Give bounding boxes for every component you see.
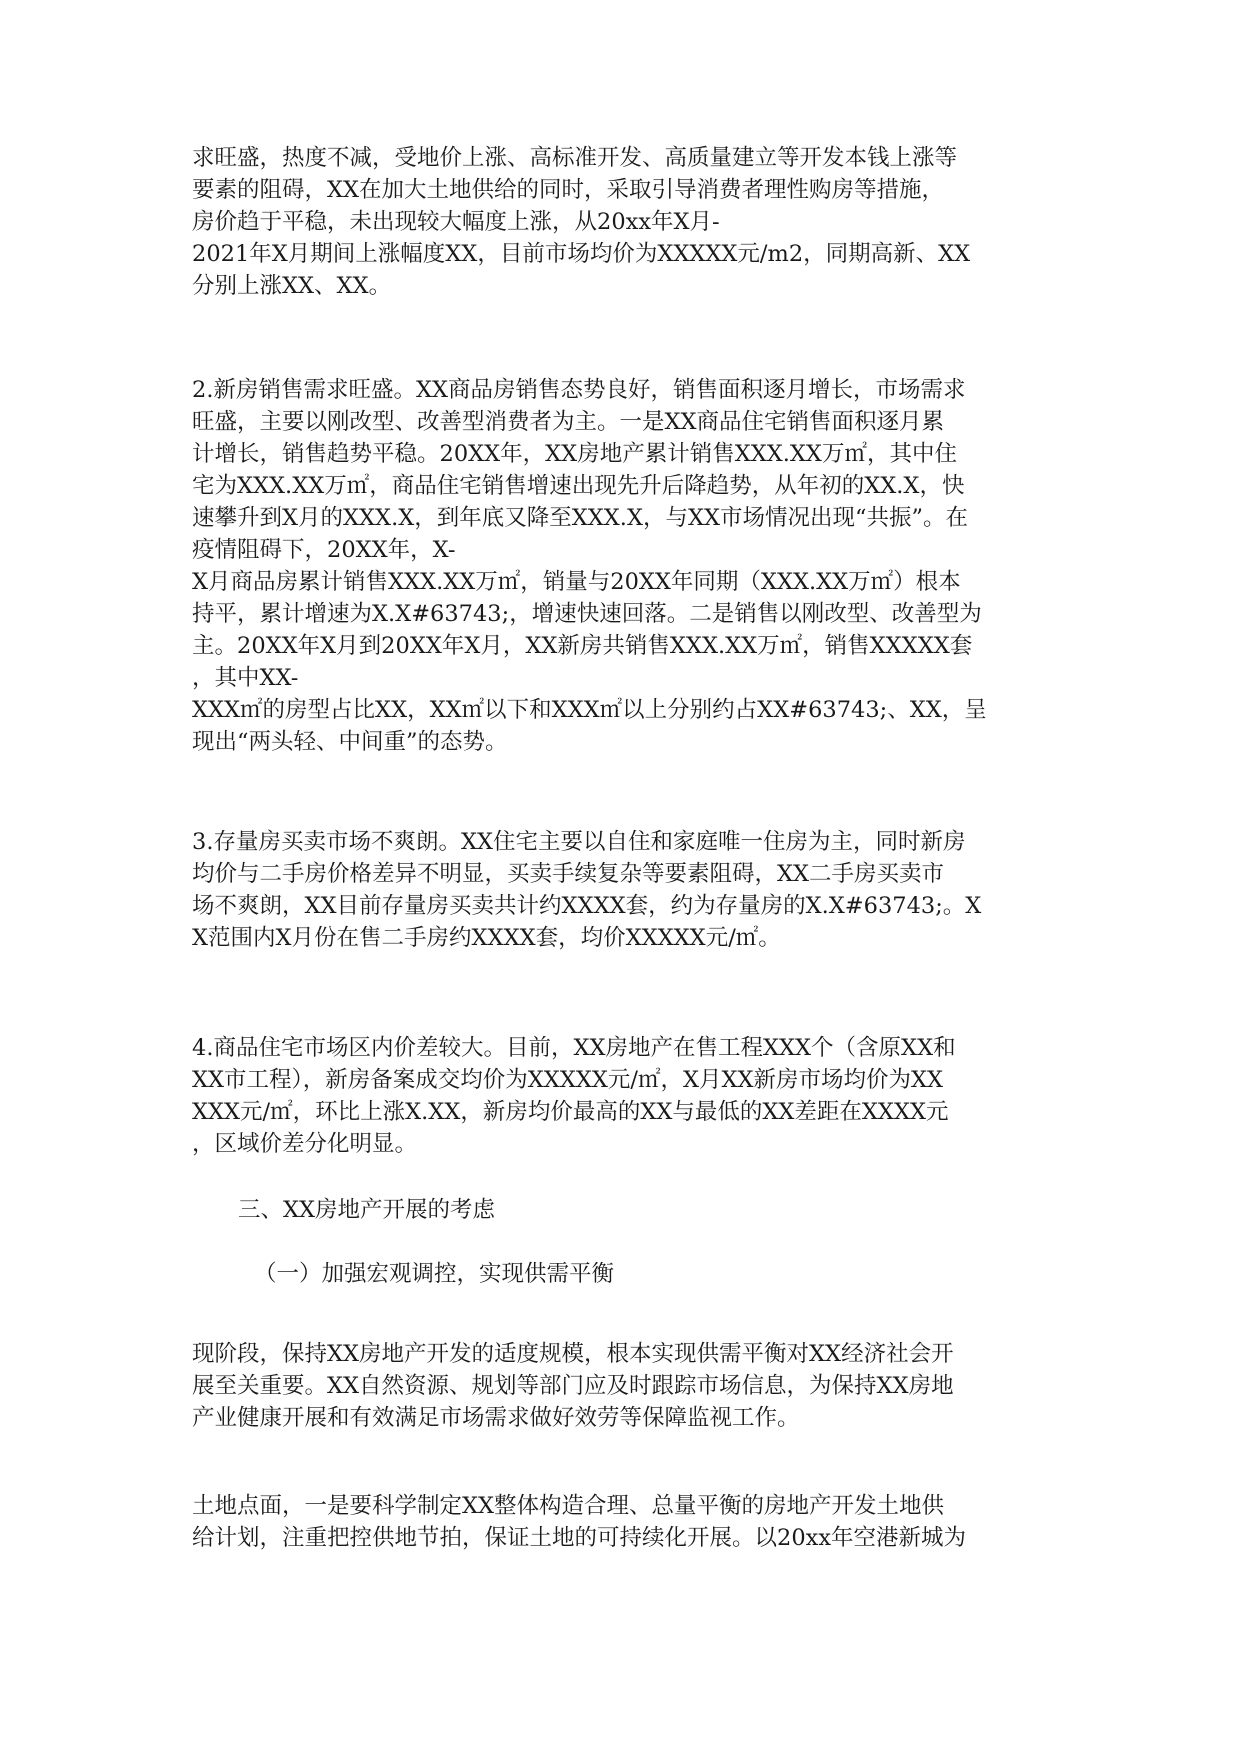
- section-heading-text: 三、XX房地产开展的考虑: [238, 1197, 496, 1223]
- text-line: 2.新房销售需求旺盛。XX商品房销售态势良好，销售面积逐月增长，市场需求: [192, 377, 966, 403]
- text-line: XXX元/㎡，环比上涨X.XX，新房均价最高的XX与最低的XX差距在XXXX元: [192, 1099, 949, 1125]
- text-line: 宅为XXX.XX万㎡，商品住宅销售增速出现先升后降趋势，从年初的XX.X，快: [192, 473, 965, 499]
- text-line: X范围内X月份在售二手房约XXXX套，均价XXXXX元/㎡。: [192, 925, 781, 951]
- text-line: 均价与二手房价格差异不明显，买卖手续复杂等要素阻碍，XX二手房买卖市: [192, 861, 945, 887]
- subsection-heading: [254, 1258, 614, 1290]
- text-line: 给计划，注重把控供地节拍，保证土地的可持续化开展。以20xx年空港新城为: [192, 1525, 967, 1551]
- subsection-heading-text: （一）加强宏观调控，实现供需平衡: [254, 1261, 615, 1287]
- text-line: 展至关重要。XX自然资源、规划等部门应及时跟踪市场信息，为保持XX房地: [192, 1373, 954, 1399]
- paragraph-existing-housing-market: [192, 826, 1052, 954]
- text-line: 疫情阻碍下，20XX年，X-: [192, 537, 456, 563]
- paragraph-price-trend: [192, 142, 1052, 302]
- text-line: 要素的阻碍，XX在加大土地供给的同时，采取引导消费者理性购房等措施，: [192, 177, 945, 203]
- text-line: 场不爽朗，XX目前存量房买卖共计约XXXX套，约为存量房的X.X#63743;。X: [192, 893, 982, 919]
- section-heading: [238, 1194, 495, 1226]
- text-line: 土地点面，一是要科学制定XX整体构造合理、总量平衡的房地产开发土地供: [192, 1493, 945, 1519]
- paragraph-land-supply: [192, 1490, 1052, 1554]
- text-line: 产业健康开展和有效满足市场需求做好效劳等保障监视工作。: [192, 1405, 800, 1431]
- text-line: 速攀升到X月的XXX.X，到年底又降至XXX.X，与XX市场情况出现“共振”。在: [192, 505, 969, 531]
- text-line: 现出“两头轻、中间重”的态势。: [192, 729, 508, 755]
- text-line: 旺盛，主要以刚改型、改善型消费者为主。一是XX商品住宅销售面积逐月累: [192, 409, 945, 435]
- text-line: 房价趋于平稳，未出现较大幅度上涨，从20xx年X月-: [192, 209, 720, 235]
- text-line: ，其中XX-: [192, 665, 299, 691]
- text-line: 2021年X月期间上涨幅度XX，目前市场均价为XXXXX元/m2，同期高新、XX: [192, 241, 971, 267]
- text-line: 4.商品住宅市场区内价差较大。目前，XX房地产在售工程XXX个（含原XX和: [192, 1035, 956, 1061]
- text-line: X月商品房累计销售XXX.XX万㎡，销量与20XX年同期（XXX.XX万㎡）根本: [192, 569, 961, 595]
- paragraph-supply-demand-balance: [192, 1338, 1052, 1434]
- text-line: ，区域价差分化明显。: [192, 1131, 418, 1157]
- text-line: 持平，累计增速为X.X#63743;，增速快速回落。二是销售以刚改型、改善型为: [192, 601, 982, 627]
- text-line: 求旺盛，热度不减，受地价上涨、高标准开发、高质量建立等开发本钱上涨等: [192, 145, 958, 171]
- text-line: 主。20XX年X月到20XX年X月，XX新房共销售XXX.XX万㎡，销售XXXXX套: [192, 633, 973, 659]
- paragraph-regional-price-gap: [192, 1032, 1052, 1160]
- paragraph-new-housing-sales: [192, 374, 1052, 758]
- text-line: 分别上涨XX、XX。: [192, 273, 392, 299]
- text-line: XXX㎡的房型占比XX，XX㎡以下和XXX㎡以上分别约占XX#63743;、XX，呈: [192, 697, 987, 723]
- text-line: 3.存量房买卖市场不爽朗。XX住宅主要以自住和家庭唯一住房为主，同时新房: [192, 829, 966, 855]
- text-line: XX市工程），新房备案成交均价为XXXXX元/㎡，X月XX新房市场均价为XX: [192, 1067, 944, 1093]
- text-line: 现阶段，保持XX房地产开发的适度规模，根本实现供需平衡对XX经济社会开: [192, 1341, 954, 1367]
- text-line: 计增长，销售趋势平稳。20XX年，XX房地产累计销售XXX.XX万㎡，其中住: [192, 441, 957, 467]
